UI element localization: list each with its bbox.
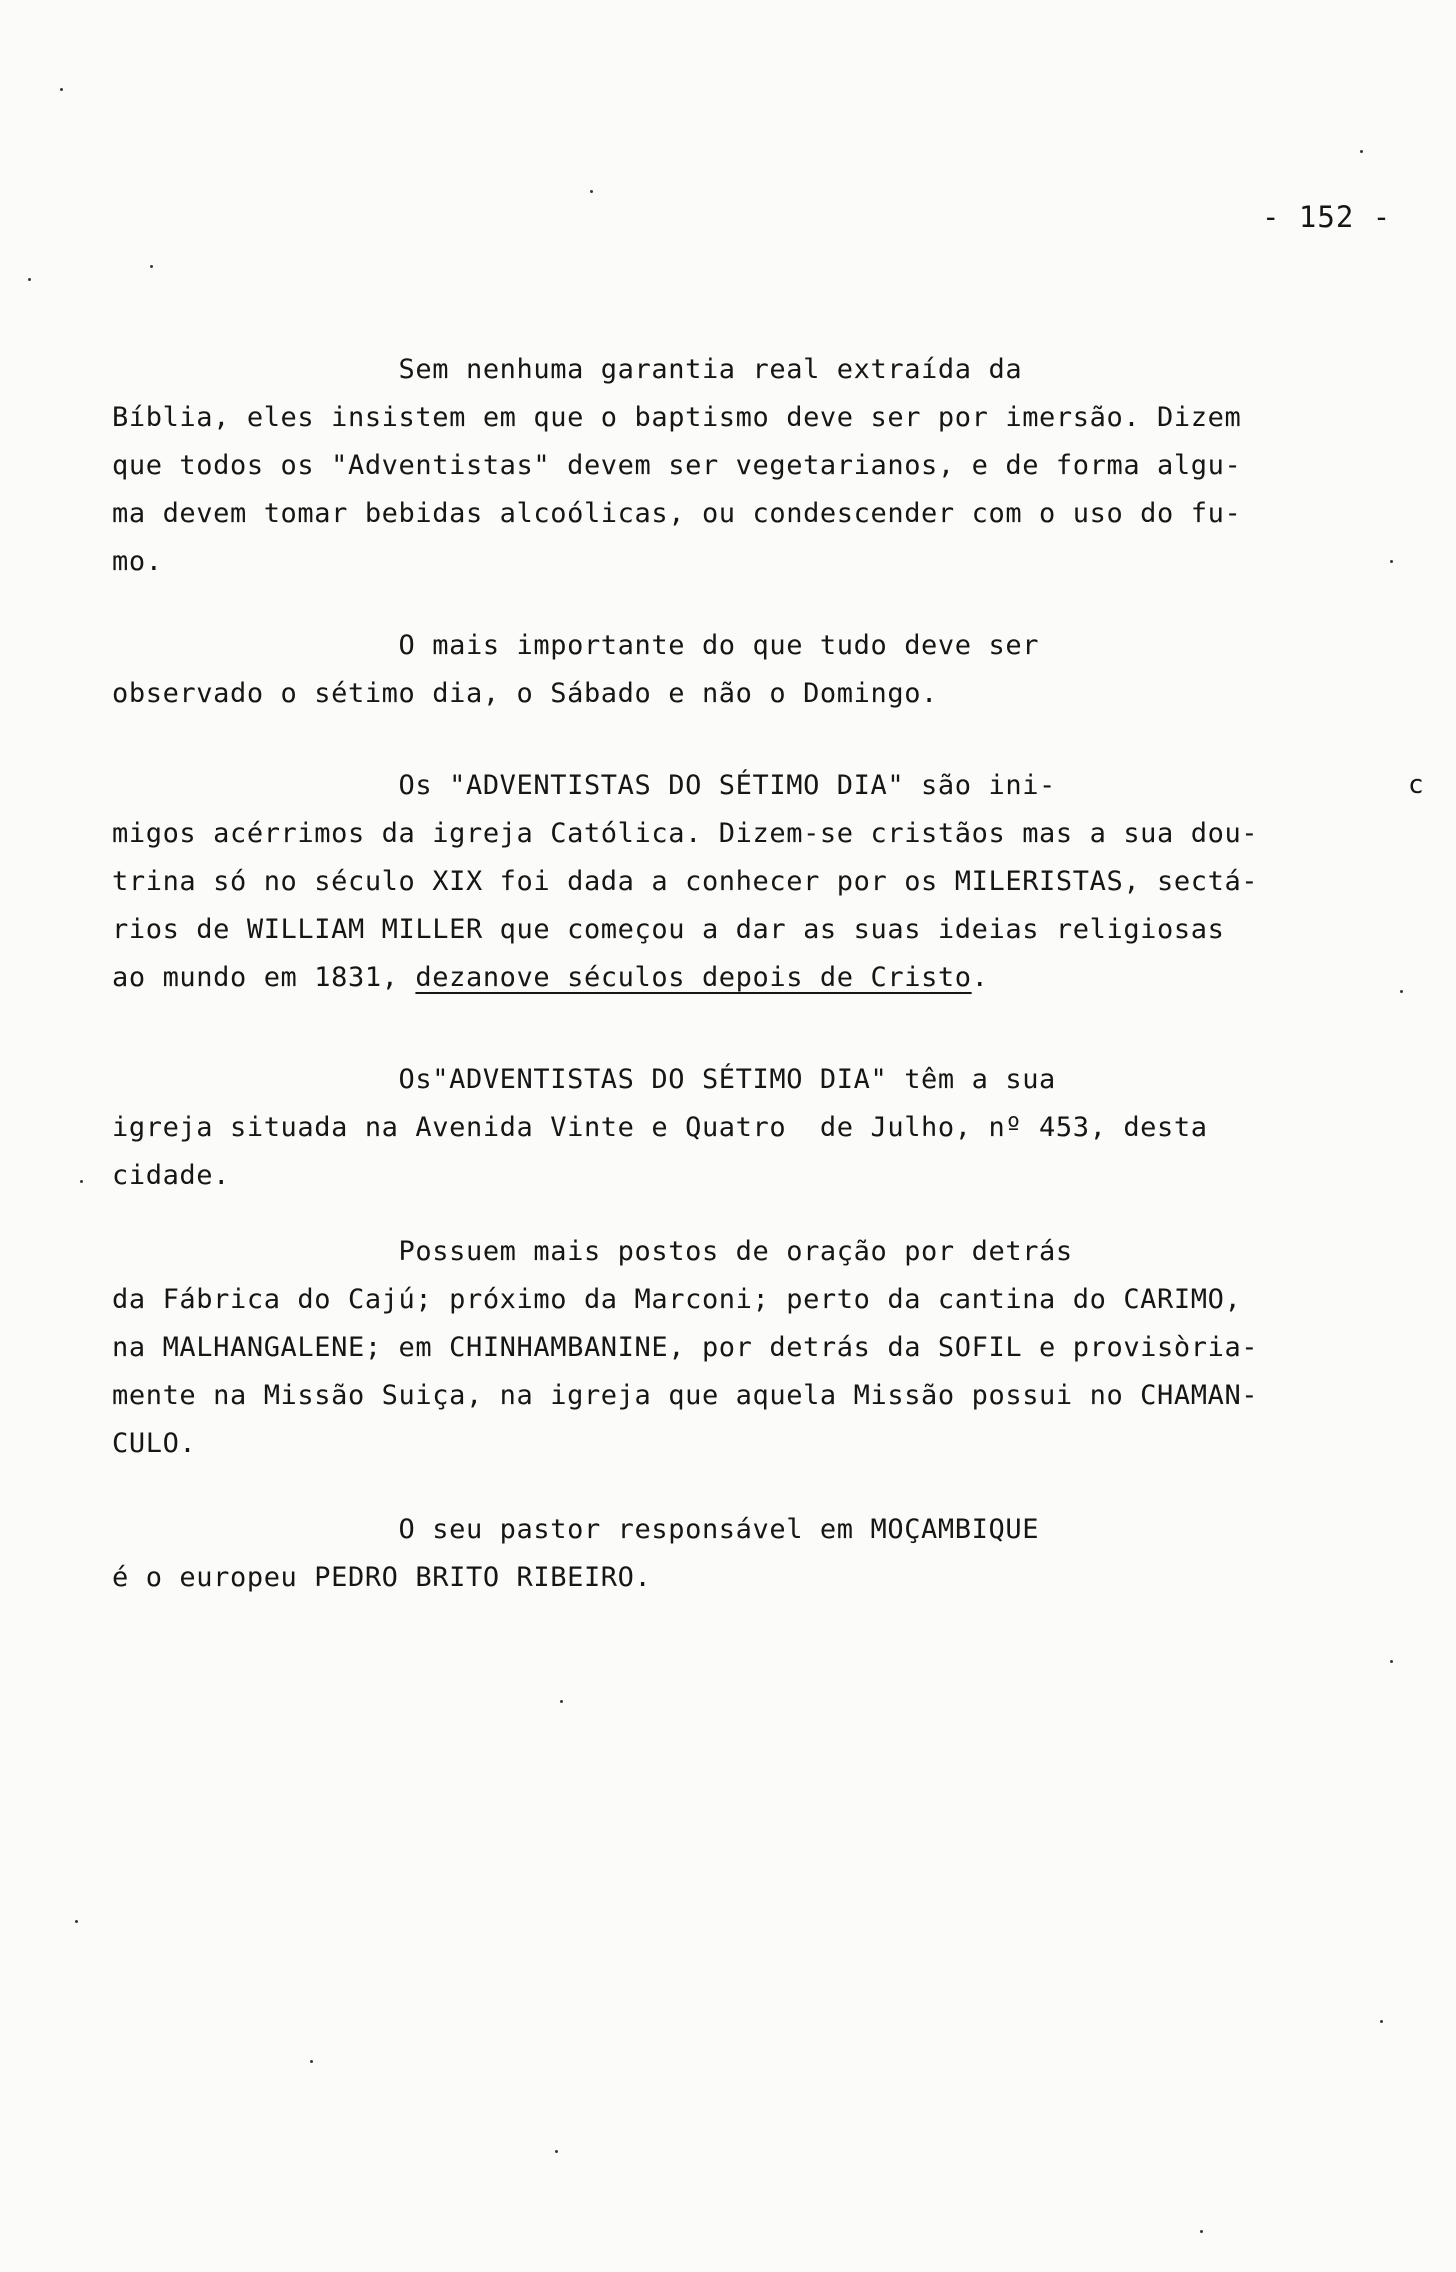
scan-speck xyxy=(1200,2230,1203,2233)
underlined-phrase: dezanove séculos depois de Cristo xyxy=(415,962,972,993)
scan-speck xyxy=(80,1180,83,1183)
scan-speck xyxy=(1390,560,1393,563)
margin-mark: c xyxy=(1408,770,1424,800)
page-number: - 152 - xyxy=(1262,200,1392,234)
scan-speck xyxy=(560,1700,563,1703)
scan-speck xyxy=(28,278,31,281)
scan-speck xyxy=(1360,150,1363,153)
scan-speck xyxy=(1400,990,1403,993)
paragraph-6: O seu pastor responsável em MOÇAMBIQUE é o europeu PEDRO BRITO RIBEIRO. xyxy=(112,1514,1040,1593)
scan-speck xyxy=(590,190,593,193)
paragraph-3: Os "ADVENTISTAS DO SÉTIMO DIA" são ini- migos acérrimos da igreja Católica. Dizem-se cristãos mas a sua dou- trina só no século XIX foi dada a conhecer por os MILERISTAS, sectá- rios de WILLIAM MILLER que começou a dar as suas ideias religiosas ao mundo em 1831, dezanove séculos depois de Cristo. xyxy=(112,770,1259,993)
paragraph-2: O mais importante do que tudo deve ser observado o sétimo dia, o Sábado e não o Domingo. xyxy=(112,630,1040,709)
scan-speck xyxy=(60,88,63,91)
scan-speck xyxy=(150,265,153,268)
scan-speck xyxy=(1390,1660,1393,1663)
scan-speck xyxy=(75,1920,78,1923)
scan-speck xyxy=(555,2150,558,2153)
scan-speck xyxy=(310,2060,313,2063)
paragraph-5: Possuem mais postos de oração por detrás da Fábrica do Cajú; próximo da Marconi; perto da cantina do CARIMO, na MALHANGALENE; em CHINHAMBANINE, por detrás da SOFIL e provisòria- mente na Missão Suiça, na igreja que aquela Missão possui no CHAMAN- CULO. xyxy=(112,1236,1259,1459)
scan-speck xyxy=(1380,2020,1383,2023)
paragraph-1: Sem nenhuma garantia real extraída da Bíblia, eles insistem em que o baptismo deve ser por imersão. Dizem que todos os "Adventistas" devem ser vegetarianos, e de forma algu- ma devem tomar bebidas alcoólicas, ou condescender com o uso do fu- mo. xyxy=(112,354,1242,577)
paragraph-4: Os"ADVENTISTAS DO SÉTIMO DIA" têm a sua igreja situada na Avenida Vinte e Quatro de Julho, nº 453, desta cidade. xyxy=(112,1064,1208,1191)
